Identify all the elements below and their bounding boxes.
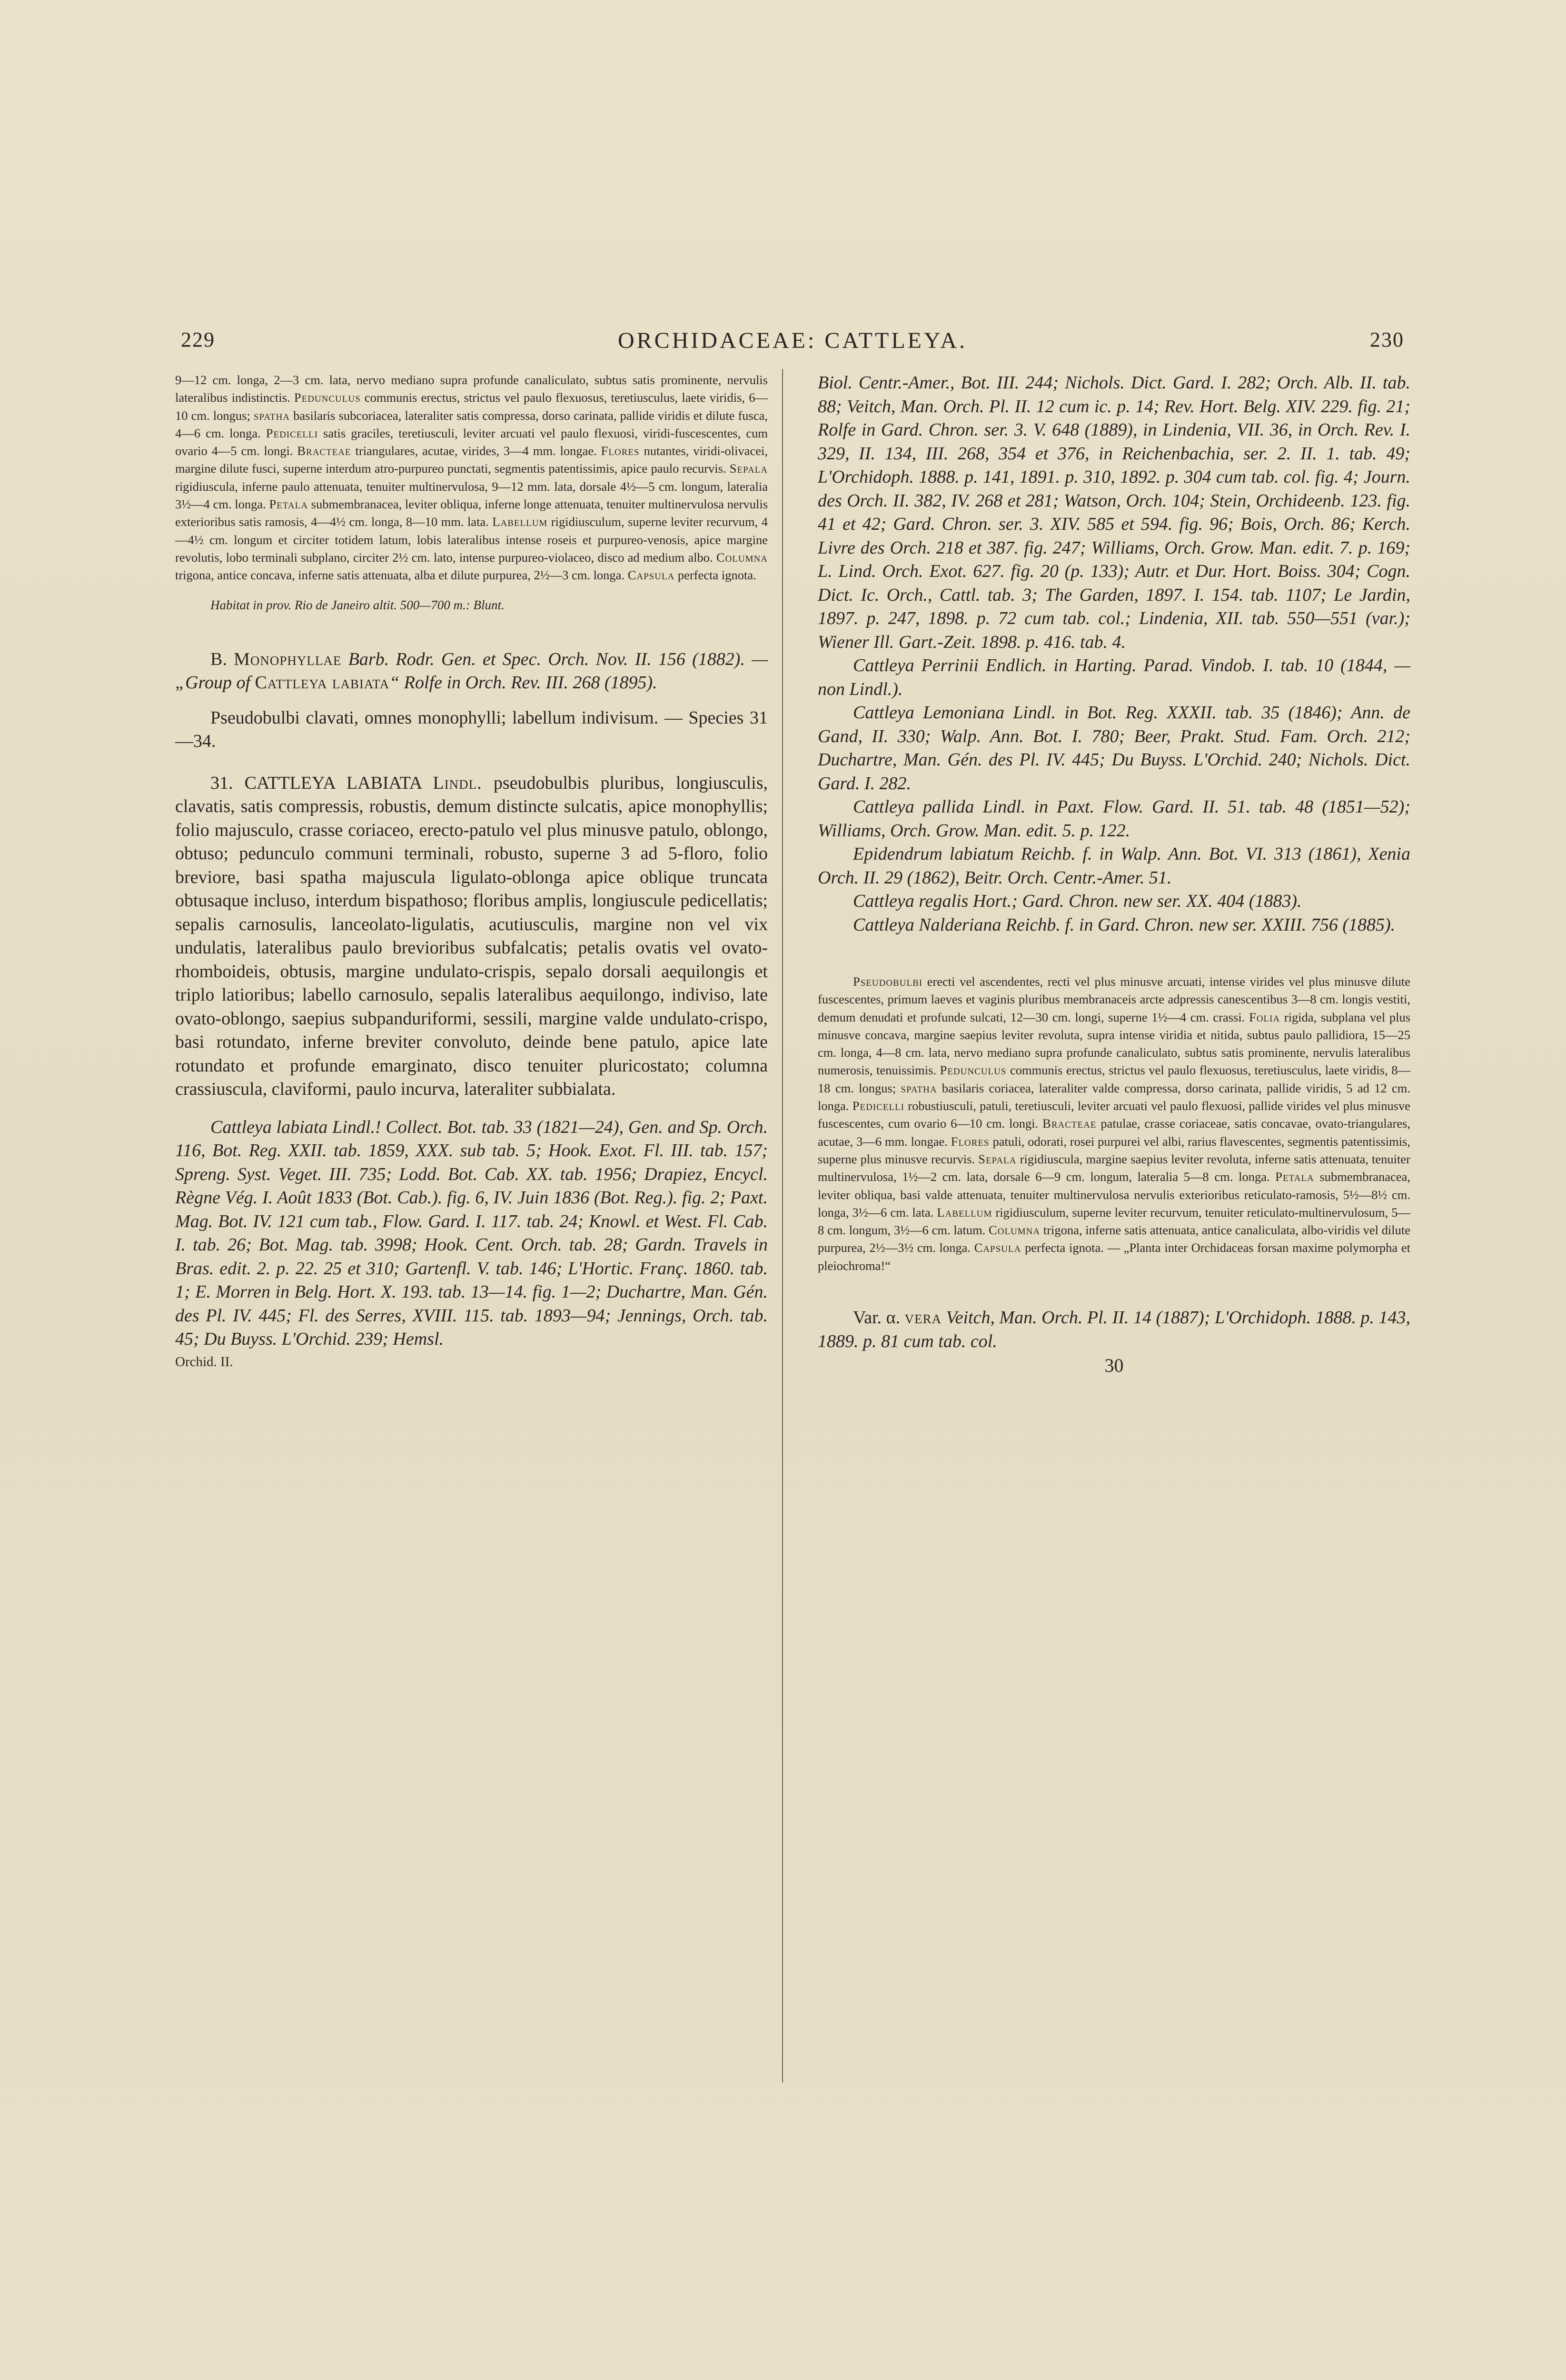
text: pseudobulbis pluribus, longiusculis, clavatis, satis compressis, robustis, demum distincte sulcatis, apice monophyllis; folio majusculo, crasse coriaceo, erecto-patulo vel plus minusve patulo, oblongo, obtuso; pedunculo communi terminali, robusto, superne 3 ad 5-floro, folio breviore, basi spatha majuscula ligulato-oblonga apice oblique truncata obtusaque incluso, interdum bispathoso; floribus amplis, longiuscule pedicellatis; sepalis carnosulis, lanceolato-ligulatis, acutiusculis, margine non vel vix undulatis, lateralibus paulo brevioribus subfalcatis; petalis ovatis vel ovato-rhomboideis, obtusis, margine undulato-crispis, sepalo dorsali aequilongis et triplo latioribus; labello carnosulo, sepalis lateralibus aequilongo, indiviso, late ovato-oblongo, saepius subpanduriformi, sessili, margine valde undulato-crispo, basi rotundato, inferne breviter convoluto, deinde bene patulo, apice late rotundato et profunde emarginato, disco tenuiter pluricostato; columna crassiuscula, claviformi, paulo incurva, lateraliter subbialata. (175, 773, 768, 1100)
text: communis erectus, strictus vel paulo flexuosus, teretiusculus, laete viridis, 6—10 cm. longus; (175, 390, 768, 423)
section-description: Pseudobulbi clavati, omnes monophylli; labellum indivisum. — Species 31—34. (175, 707, 768, 752)
right-column (818, 371, 1410, 1377)
text: patuli, odorati, rosei purpurei vel albi, rarius flavescentes, segmentis patentissimis, superne plus minusve recurvis. (818, 1134, 1410, 1166)
text: triangulares, acutae, virides, 3—4 mm. longae. (355, 444, 597, 458)
text: satis graciles, teretiusculi, leviter arcuati vel paulo flexuosi, viridi-fuscescentes, cum ovario 4—5 cm. longi. (175, 426, 768, 458)
text: erecti vel ascendentes, recti vel plus minusve arcuati, intense virides vel plus minusve dilute fuscescentes, primum laeves et vaginis pluribus membranaceis arcte adpressis canescentibus 3—8 cm. longis vestiti, demum denudati et profunde sulcati, 12—30 cm. longi, superne 1½—4 cm. crassi. (818, 974, 1410, 1024)
text: perfecta ignota. (677, 568, 756, 583)
species-name: 31. CATTLEYA LABIATA (210, 773, 422, 793)
text: basilaris coriacea, lateraliter valde compressa, dorso carinata, pallide viridis, 5 ad 12 cm. longa. (818, 1081, 1410, 1113)
term: spatha (253, 408, 290, 423)
term: Cattleya labiata (255, 673, 390, 693)
text: rigidiusculum, superne leviter recurvum, tenuiter reticulato-multinervulosum, 5—8 cm. longum, 3½—6 cm. latum. (818, 1205, 1411, 1238)
term: Columna (716, 550, 768, 565)
text: trigona, inferne satis attenuata, antice canaliculata, albo-viridis vel dilute purpurea, 2½—3½ cm. longa. (818, 1223, 1411, 1255)
term: Capsula (974, 1240, 1021, 1255)
term: Petala (269, 497, 308, 512)
text: patulae, crasse coriaceae, satis concavae, ovato-triangulares, acutae, 3—6 mm. longae. (818, 1116, 1411, 1149)
text: rigida, subplana vel plus minusve concava, margine saepius leviter revoluta, supra intense viridia et nitida, subtus paulo pallidiora, 15—25 cm. longa, 4—8 cm. lata, nervo mediano supra profunde canaliculato, subtus satis prominente, nervulis lateralibus numerosis, tenuissimis. (818, 1010, 1411, 1078)
text: submembranacea, leviter obliqua, basi valde attenuata, tenuiter multinervulosa nervulis exterioribus reticulato-ramosis, 5½—8½ cm. longa, 3½—6 cm. lata. (818, 1170, 1411, 1220)
section-letter: B. (210, 649, 227, 669)
text: trigona, antice concava, inferne satis attenuata, alba et dilute purpurea, 2½—3 cm. longa. (175, 568, 625, 583)
synonym: Cattleya pallida Lindl. in Paxt. Flow. Gard. II. 51. tab. 48 (1851—52); Williams, Orch. Grow. Man. edit. 5. p. 122. (818, 797, 1410, 841)
page-number-right: 230 (1370, 328, 1404, 351)
term: Bracteae (1042, 1116, 1097, 1131)
references-continued: Biol. Centr.-Amer., Bot. III. 244; Nichols. Dict. Gard. I. 282; Orch. Alb. II. tab. 88; Veitch, Man. Orch. Pl. II. 12 cum ic. p. 14; Rev. Hort. Belg. XIV. 229. fig. 21; Rolfe in Gard. Chron. ser. 3. V. 648 (1889), in Lindenia, VII. 36, in Orch. Rev. I. 329, II. 134, III. 268, 354 et 376, in Reichenbachia, ser. 2. II. 1. tab. 49; L'Orchidoph. 1888. p. 141, 1891. p. 310, 1892. p. 304 cum tab. col. fig. 4; Journ. des Orch. II. 382, IV. 268 et 281; Watson, Orch. 104; Stein, Orchideenb. 123. fig. 41 et 42; Gard. Chron. ser. 3. XIV. 585 et 594. fig. 96; Bois, Orch. 86; Kerch. Livre des Orch. 218 et 387. fig. 247; Williams, Orch. Grow. Man. edit. 7. p. 169; L. Lind. Orch. Exot. 627. fig. 20 (p. 133); Autr. et Dur. Hort. Boiss. 304; Cogn. Dict. Ic. Orch., Cattl. tab. 3; The Garden, 1897. I. 154. tab. 1107; Le Jardin, 1897. p. 247, 1898. p. 72 cum tab. col.; Lindenia, XII. tab. 550—551 (var.); Wiener Ill. Gart.-Zeit. 1898. p. 416. tab. 4. (818, 373, 1410, 652)
term: Pedicelli (852, 1099, 904, 1113)
term: Columna (989, 1223, 1041, 1238)
variety-name: vera (904, 1308, 942, 1328)
term: Flores (601, 444, 640, 458)
text: Veitch, Man. Orch. Pl. II. 14 (1887); L'Orchidoph. 1888. p. 143, 1889. p. 81 cum tab. col. (818, 1308, 1410, 1351)
references: Cattleya labiata Lindl.! Collect. Bot. tab. 33 (1821—24), Gen. and Sp. Orch. 116, Bot. Reg. XXII. tab. 1859, XXX. sub tab. 5; Hook. Exot. Fl. III. tab. 157; Spreng. Syst. Veget. III. 735; Lodd. Bot. Cab. XX. tab. 1956; Drapiez, Encycl. Règne Vég. I. Août 1833 (Bot. Cab.). fig. 6, IV. Juin 1836 (Bot. Reg.). fig. 2; Paxt. Mag. Bot. IV. 121 cum tab., Flow. Gard. I. 117. tab. 24; Knowl. et West. Fl. Cab. I. tab. 26; Bot. Mag. tab. 3998; Hook. Cent. Orch. tab. 28; Gardn. Travels in Bras. edit. 2. p. 22. 25 et 310; Gartenfl. V. tab. 146; L'Hortic. Franç. 1860. tab. 1; E. Morren in Belg. Hort. X. 193. tab. 13—14. fig. 1—2; Duchartre, Man. Gén. des Pl. IV. 445; Fl. des Serres, XVIII. 115. tab. 1893—94; Jennings, Orch. tab. 45; Du Buyss. L'Orchid. 239; Hemsl. (175, 1117, 768, 1349)
left-column (175, 371, 768, 1370)
text: 9—12 cm. longa, 2—3 cm. lata, nervo mediano supra profunde canaliculato, subtus satis prominente, nervulis lateralibus indistinctis. (175, 373, 768, 405)
text: Barb. Rodr. Gen. et Spec. Orch. Nov. II. 156 (1882). — „Group of (175, 649, 768, 693)
species-description (175, 772, 768, 1101)
term: Pedunculus (294, 390, 361, 405)
variety-heading (818, 1306, 1410, 1353)
running-header (176, 327, 1409, 361)
term: Pedunculus (940, 1063, 1007, 1078)
text: communis erectus, strictus vel paulo flexuosus, teretiusculus, laete viridis, 8—18 cm. longus; (818, 1063, 1411, 1095)
text: robustiusculi, patuli, teretiusculi, leviter arcuati vel paulo flexuosi, pallide virides vel plus minusve fuscescentes, cum ovario 6—10 cm. longi. (818, 1099, 1411, 1131)
term: Flores (951, 1134, 990, 1149)
text: perfecta ignota. — „Planta inter Orchidaceas forsan maxime polymorpha et pleiochroma!“ (818, 1240, 1410, 1273)
synonym: Epidendrum labiatum Reichb. f. in Walp. Ann. Bot. VI. 313 (1861), Xenia Orch. II. 29 (1862), Beitr. Orch. Centr.-Amer. 51. (818, 844, 1410, 888)
term: Petala (1275, 1170, 1314, 1184)
text: nutantes, viridi-olivacei, margine dilute fusci, superne interdum atro-purpureo punctati, segmentis patentissimis, apice paulo recurvis. (175, 444, 768, 476)
text: submembranacea, leviter obliqua, inferne longe attenuata, tenuiter multinervulosa nervulis exterioribus satis ramosis, 4—4½ cm. longa, 8—10 mm. lata. (175, 497, 768, 529)
text: “ Rolfe in Orch. Rev. III. 268 (1895). (389, 673, 657, 693)
text: basilaris subcoriacea, lateraliter satis compressa, dorso carinata, pallide viridis et dilute fusca, 4—6 cm. longa. (175, 408, 768, 440)
section-heading (175, 648, 768, 695)
column-divider (782, 369, 783, 2082)
signature-mark: Orchid. II. (175, 1354, 233, 1369)
synonym: Cattleya Lemoniana Lindl. in Bot. Reg. XXXII. tab. 35 (1846); Ann. de Gand, II. 330; Walp. Ann. Bot. I. 780; Beer, Prakt. Stud. Fam. Orch. 212; Duchartre, Man. Gén. des Pl. IV. 445; Du Buyss. L'Orchid. 240; Nichols. Dict. Gard. I. 282. (818, 703, 1410, 793)
term: Pseudobulbi (853, 974, 923, 989)
synonym: Cattleya Nalderiana Reichb. f. in Gard. Chron. new ser. XXIII. 756 (1885). (853, 914, 1396, 935)
synonym: Cattleya Perrinii Endlich. in Harting. Parad. Vindob. I. tab. 10 (1844, — non Lindl.). (818, 655, 1410, 699)
species-author: Lindl. (433, 773, 482, 793)
term: Capsula (627, 568, 675, 583)
description-paragraph (818, 973, 1410, 1275)
term: Labellum (492, 515, 548, 529)
text: rigidiusculum, superne leviter recurvum, 4—4½ cm. longum et circiter totidem latum, lobis lateralibus intense roseis et purpureo-venosis, apice margine revolutis, lobo terminali subplano, circiter 2½ cm. lato, intense purpureo-violaceo, disco ad medium albo. (175, 515, 768, 565)
term: Labellum (937, 1205, 992, 1220)
term: Pedicelli (266, 426, 318, 440)
term: Bracteae (297, 444, 351, 458)
text: rigidiuscula, margine saepius leviter revoluta, inferne satis attenuata, tenuiter multinervulosa, 1½—2 cm. lata, dorsale 6—9 cm. longum, lateralia 5—8 cm. longa. (818, 1151, 1410, 1184)
habitat-line: Habitat in prov. Rio de Janeiro altit. 500—700 m.: Blunt. (210, 597, 505, 612)
page-number-left: 229 (181, 328, 215, 351)
synonym: Cattleya regalis Hort.; Gard. Chron. new ser. XX. 404 (1883). (853, 891, 1302, 911)
term: spatha (901, 1081, 937, 1095)
term: Sepala (978, 1151, 1017, 1166)
signature-number: 30 (1104, 1355, 1124, 1377)
description-paragraph (175, 371, 768, 585)
section-name: Monophyllae (234, 649, 342, 669)
term: Sepala (729, 461, 768, 476)
page-title: ORCHIDACEAE: CATTLEYA. (618, 328, 967, 353)
text: rigidiuscula, inferne paulo attenuata, tenuiter multinervulosa, 9—12 mm. lata, dorsale 4½—5 cm. longum, lateralia 3½—4 cm. longa. (175, 479, 768, 512)
term: Folia (1249, 1010, 1280, 1024)
variety-label: Var. α. (853, 1308, 901, 1328)
